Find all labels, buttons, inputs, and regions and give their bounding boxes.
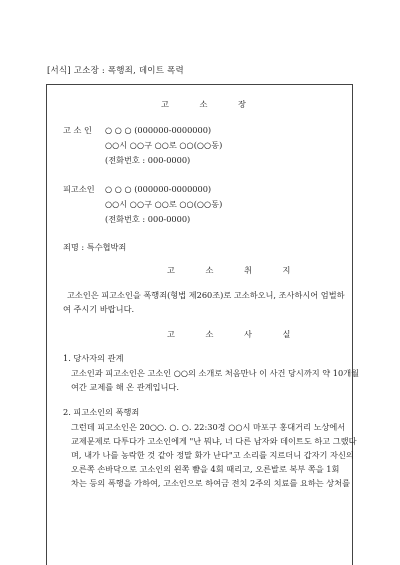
section1-line-2: 여간 교제를 해 온 관계입니다. — [71, 382, 179, 392]
section2-line-4: 오른쪽 손바닥으로 고소인의 왼쪽 뺨을 4회 때리고, 오른발로 복부 쪽을 1회 — [71, 464, 340, 474]
purpose-line-2: 여 주시기 바랍니다. — [63, 304, 135, 314]
document-title: 고 소 장 — [161, 99, 260, 109]
section1-heading: 1. 당사자의 관계 — [63, 353, 124, 363]
accused-address: ○○시 ○○구 ○○로 ○○(○○동) — [105, 199, 223, 209]
accused-label: 피고소인 — [63, 184, 95, 194]
complainant-address: ○○시 ○○구 ○○로 ○○(○○동) — [105, 140, 223, 150]
charge-line: 죄명 : 특수협박죄 — [63, 242, 127, 252]
section2-line-3: 며, 내가 나를 농락한 것 같아 정말 화가 난다"고 소리를 지르더니 갑자기 자신의 — [71, 450, 354, 460]
complaint-form — [46, 84, 360, 565]
complainant-name: ○ ○ ○ (000000-0000000) — [105, 125, 212, 135]
section2-line-5: 차는 등의 폭행을 가하여, 고소인으로 하여금 전치 2주의 치료를 요하는 상처를 — [71, 478, 351, 488]
purpose-heading: 고 소 취 지 — [167, 265, 305, 275]
section2-heading: 2. 피고소인의 폭행죄 — [63, 407, 140, 417]
complainant-label: 고 소 인 — [63, 125, 92, 135]
document-caption: [서식] 고소장 : 폭행죄, 데이트 폭력 — [47, 66, 184, 76]
purpose-line-1: 고소인은 피고소인을 폭행죄(형법 제260조)로 고소하오니, 조사하시어 엄벌하 — [67, 290, 345, 300]
accused-name: ○ ○ ○ (000000-0000000) — [105, 184, 212, 194]
accused-phone: (전화번호 : 000-0000) — [105, 214, 191, 224]
section2-line-2: 교제문제로 다투다가 고소인에게 "난 뭐냐, 너 다른 남자와 데이트도 하고 그랬다 — [71, 436, 357, 446]
complainant-phone: (전화번호 : 000-0000) — [105, 155, 191, 165]
facts-heading: 고 소 사 실 — [167, 329, 305, 339]
section1-line-1: 고소인과 피고소인은 고소인 ○○의 소개로 처음만나 이 사건 당시까지 약 10개월 — [71, 368, 360, 378]
section2-line-1: 그런데 피고소인은 20○○. ○. ○. 22:30경 ○○시 마포구 홍대거리 노상에서 — [71, 422, 346, 432]
